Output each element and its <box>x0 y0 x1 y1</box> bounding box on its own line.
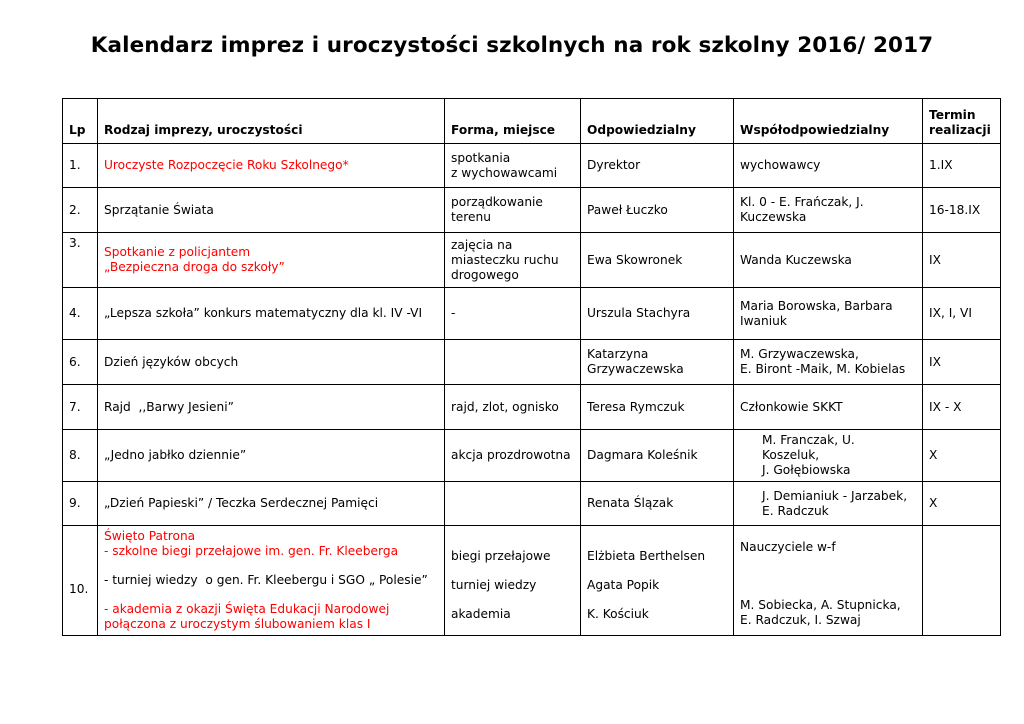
row-responsible <box>581 340 734 385</box>
row-responsible: Dagmara Koleśnik <box>581 430 734 482</box>
row-event-name: „Jedno jabłko dziennie” <box>98 430 445 482</box>
row-event-name: „Lepsza szkoła” konkurs matematyczny dla kl. IV -VI <box>98 288 445 340</box>
table-row <box>63 233 1001 288</box>
row-form <box>445 144 581 188</box>
row-form-line: biegi przełajowe <box>451 549 551 563</box>
header-term <box>923 99 1001 144</box>
header-lp: Lp <box>63 99 98 144</box>
row-form-line: turniej wiedzy <box>451 578 537 592</box>
row-lp: 2. <box>63 188 98 233</box>
header-term-line-2: realizacji <box>929 123 991 137</box>
table-row <box>63 526 1001 636</box>
table-row <box>63 482 1001 526</box>
row-form <box>445 340 581 385</box>
header-co-responsible: Współodpowiedzialny <box>734 99 923 144</box>
row-co-responsible: Członkowie SKKT <box>734 385 923 430</box>
row-co-responsible <box>734 188 923 233</box>
table-row <box>63 340 1001 385</box>
row-responsible <box>581 526 734 636</box>
row-event-name: „Dzień Papieski” / Teczka Serdecznej Pamięci <box>98 482 445 526</box>
row-responsible: Urszula Stachyra <box>581 288 734 340</box>
row-lp: 1. <box>63 144 98 188</box>
row-lp: 4. <box>63 288 98 340</box>
row-form-line: terenu <box>451 210 491 224</box>
row-event-name: Sprzątanie Świata <box>98 188 445 233</box>
row-co-line: J. Demianiuk - Jarzabek, <box>762 488 908 503</box>
row-form <box>445 482 581 526</box>
row-co-line: J. Gołębiowska <box>762 463 851 477</box>
row-event-line: połączona z uroczystym ślubowaniem klas I <box>104 617 371 631</box>
row-co-responsible: wychowawcy <box>734 144 923 188</box>
row-form-line: zajęcia na <box>451 237 513 252</box>
row-term: IX <box>923 340 1001 385</box>
row-event-name: Dzień języków obcych <box>98 340 445 385</box>
row-co-responsible <box>734 482 923 526</box>
row-event-name <box>98 526 445 636</box>
row-co-line: Kl. 0 - E. Frańczak, J. <box>740 195 864 209</box>
row-responsible: Paweł Łuczko <box>581 188 734 233</box>
row-co-line: E. Radczuk <box>762 503 829 518</box>
table-row <box>63 144 1001 188</box>
row-form: akcja prozdrowotna <box>445 430 581 482</box>
row-responsible-line: Grzywaczewska <box>587 362 684 376</box>
row-form-line: spotkania <box>451 150 511 165</box>
header-form-place: Forma, miejsce <box>445 99 581 144</box>
row-co-responsible <box>734 288 923 340</box>
row-term: X <box>923 482 1001 526</box>
header-event-type: Rodzaj imprezy, uroczystości <box>98 99 445 144</box>
row-responsible: Dyrektor <box>581 144 734 188</box>
row-term: 16-18.IX <box>923 188 1001 233</box>
row-co-responsible <box>734 430 923 482</box>
row-event-name: Rajd ,,Barwy Jesieni” <box>98 385 445 430</box>
row-co-line: Iwaniuk <box>740 313 787 328</box>
header-term-line-1: Termin <box>929 108 976 122</box>
row-term: X <box>923 430 1001 482</box>
row-co-line: M. Franczak, U. <box>762 433 855 447</box>
row-responsible-line: Elżbieta Berthelsen <box>587 549 706 563</box>
row-lp: 8. <box>63 430 98 482</box>
row-responsible-line: K. Kościuk <box>587 607 649 621</box>
row-event-name: Uroczyste Rozpoczęcie Roku Szkolnego* <box>98 144 445 188</box>
row-form: rajd, zlot, ognisko <box>445 385 581 430</box>
row-form-line: drogowego <box>451 267 519 282</box>
row-co-line: M. Grzywaczewska, <box>740 347 859 361</box>
row-responsible-line: Katarzyna <box>587 347 649 361</box>
row-lp: 9. <box>63 482 98 526</box>
row-co-line: M. Sobiecka, A. Stupnicka, <box>740 598 901 612</box>
row-form-line: akademia <box>451 607 511 621</box>
row-responsible: Teresa Rymczuk <box>581 385 734 430</box>
row-lp: 3. <box>63 233 98 288</box>
row-event-line: „Bezpieczna droga do szkoły” <box>104 260 285 274</box>
row-responsible: Renata Ślązak <box>581 482 734 526</box>
row-term: IX - X <box>923 385 1001 430</box>
row-co-line: E. Biront -Maik, M. Kobielas <box>740 362 906 376</box>
row-form-line: miasteczku ruchu <box>451 252 559 267</box>
header-responsible: Odpowiedzialny <box>581 99 734 144</box>
row-event-line: Święto Patrona <box>104 529 196 543</box>
row-form-line: z wychowawcami <box>451 165 558 180</box>
table-header-row <box>63 99 1001 144</box>
row-co-responsible: Wanda Kuczewska <box>734 233 923 288</box>
row-form <box>445 233 581 288</box>
calendar-table <box>62 98 1001 636</box>
table-row <box>63 430 1001 482</box>
row-event-name <box>98 233 445 288</box>
row-form <box>445 526 581 636</box>
row-co-responsible <box>734 340 923 385</box>
row-term: IX, I, VI <box>923 288 1001 340</box>
row-co-line: Maria Borowska, Barbara <box>740 298 893 313</box>
row-lp: 10. <box>63 526 98 636</box>
table-row <box>63 385 1001 430</box>
row-co-line: Koszeluk, <box>762 448 820 462</box>
row-form <box>445 188 581 233</box>
row-term: 1.IX <box>923 144 1001 188</box>
row-event-line: - akademia z okazji Święta Edukacji Narodowej <box>104 602 390 616</box>
row-responsible: Ewa Skowronek <box>581 233 734 288</box>
row-event-line: - szkolne biegi przełajowe im. gen. Fr. Kleeberga <box>104 544 399 558</box>
row-co-responsible <box>734 526 923 636</box>
row-co-line: Kuczewska <box>740 210 807 224</box>
table-row <box>63 288 1001 340</box>
row-term: IX <box>923 233 1001 288</box>
row-responsible-line: Agata Popik <box>587 578 660 592</box>
row-form: - <box>445 288 581 340</box>
table-row <box>63 188 1001 233</box>
row-lp: 7. <box>63 385 98 430</box>
row-form-line: porządkowanie <box>451 195 543 209</box>
row-co-line: Nauczyciele w-f <box>740 540 836 554</box>
page-title: Kalendarz imprez i uroczystości szkolnych na rok szkolny 2016/ 2017 <box>90 33 934 58</box>
row-term <box>923 526 1001 636</box>
row-event-line: Spotkanie z policjantem <box>104 245 251 259</box>
row-event-line: - turniej wiedzy o gen. Fr. Kleebergu i SGO „ Polesie” <box>104 573 428 587</box>
row-lp: 6. <box>63 340 98 385</box>
row-co-line: E. Radczuk, I. Szwaj <box>740 613 861 627</box>
